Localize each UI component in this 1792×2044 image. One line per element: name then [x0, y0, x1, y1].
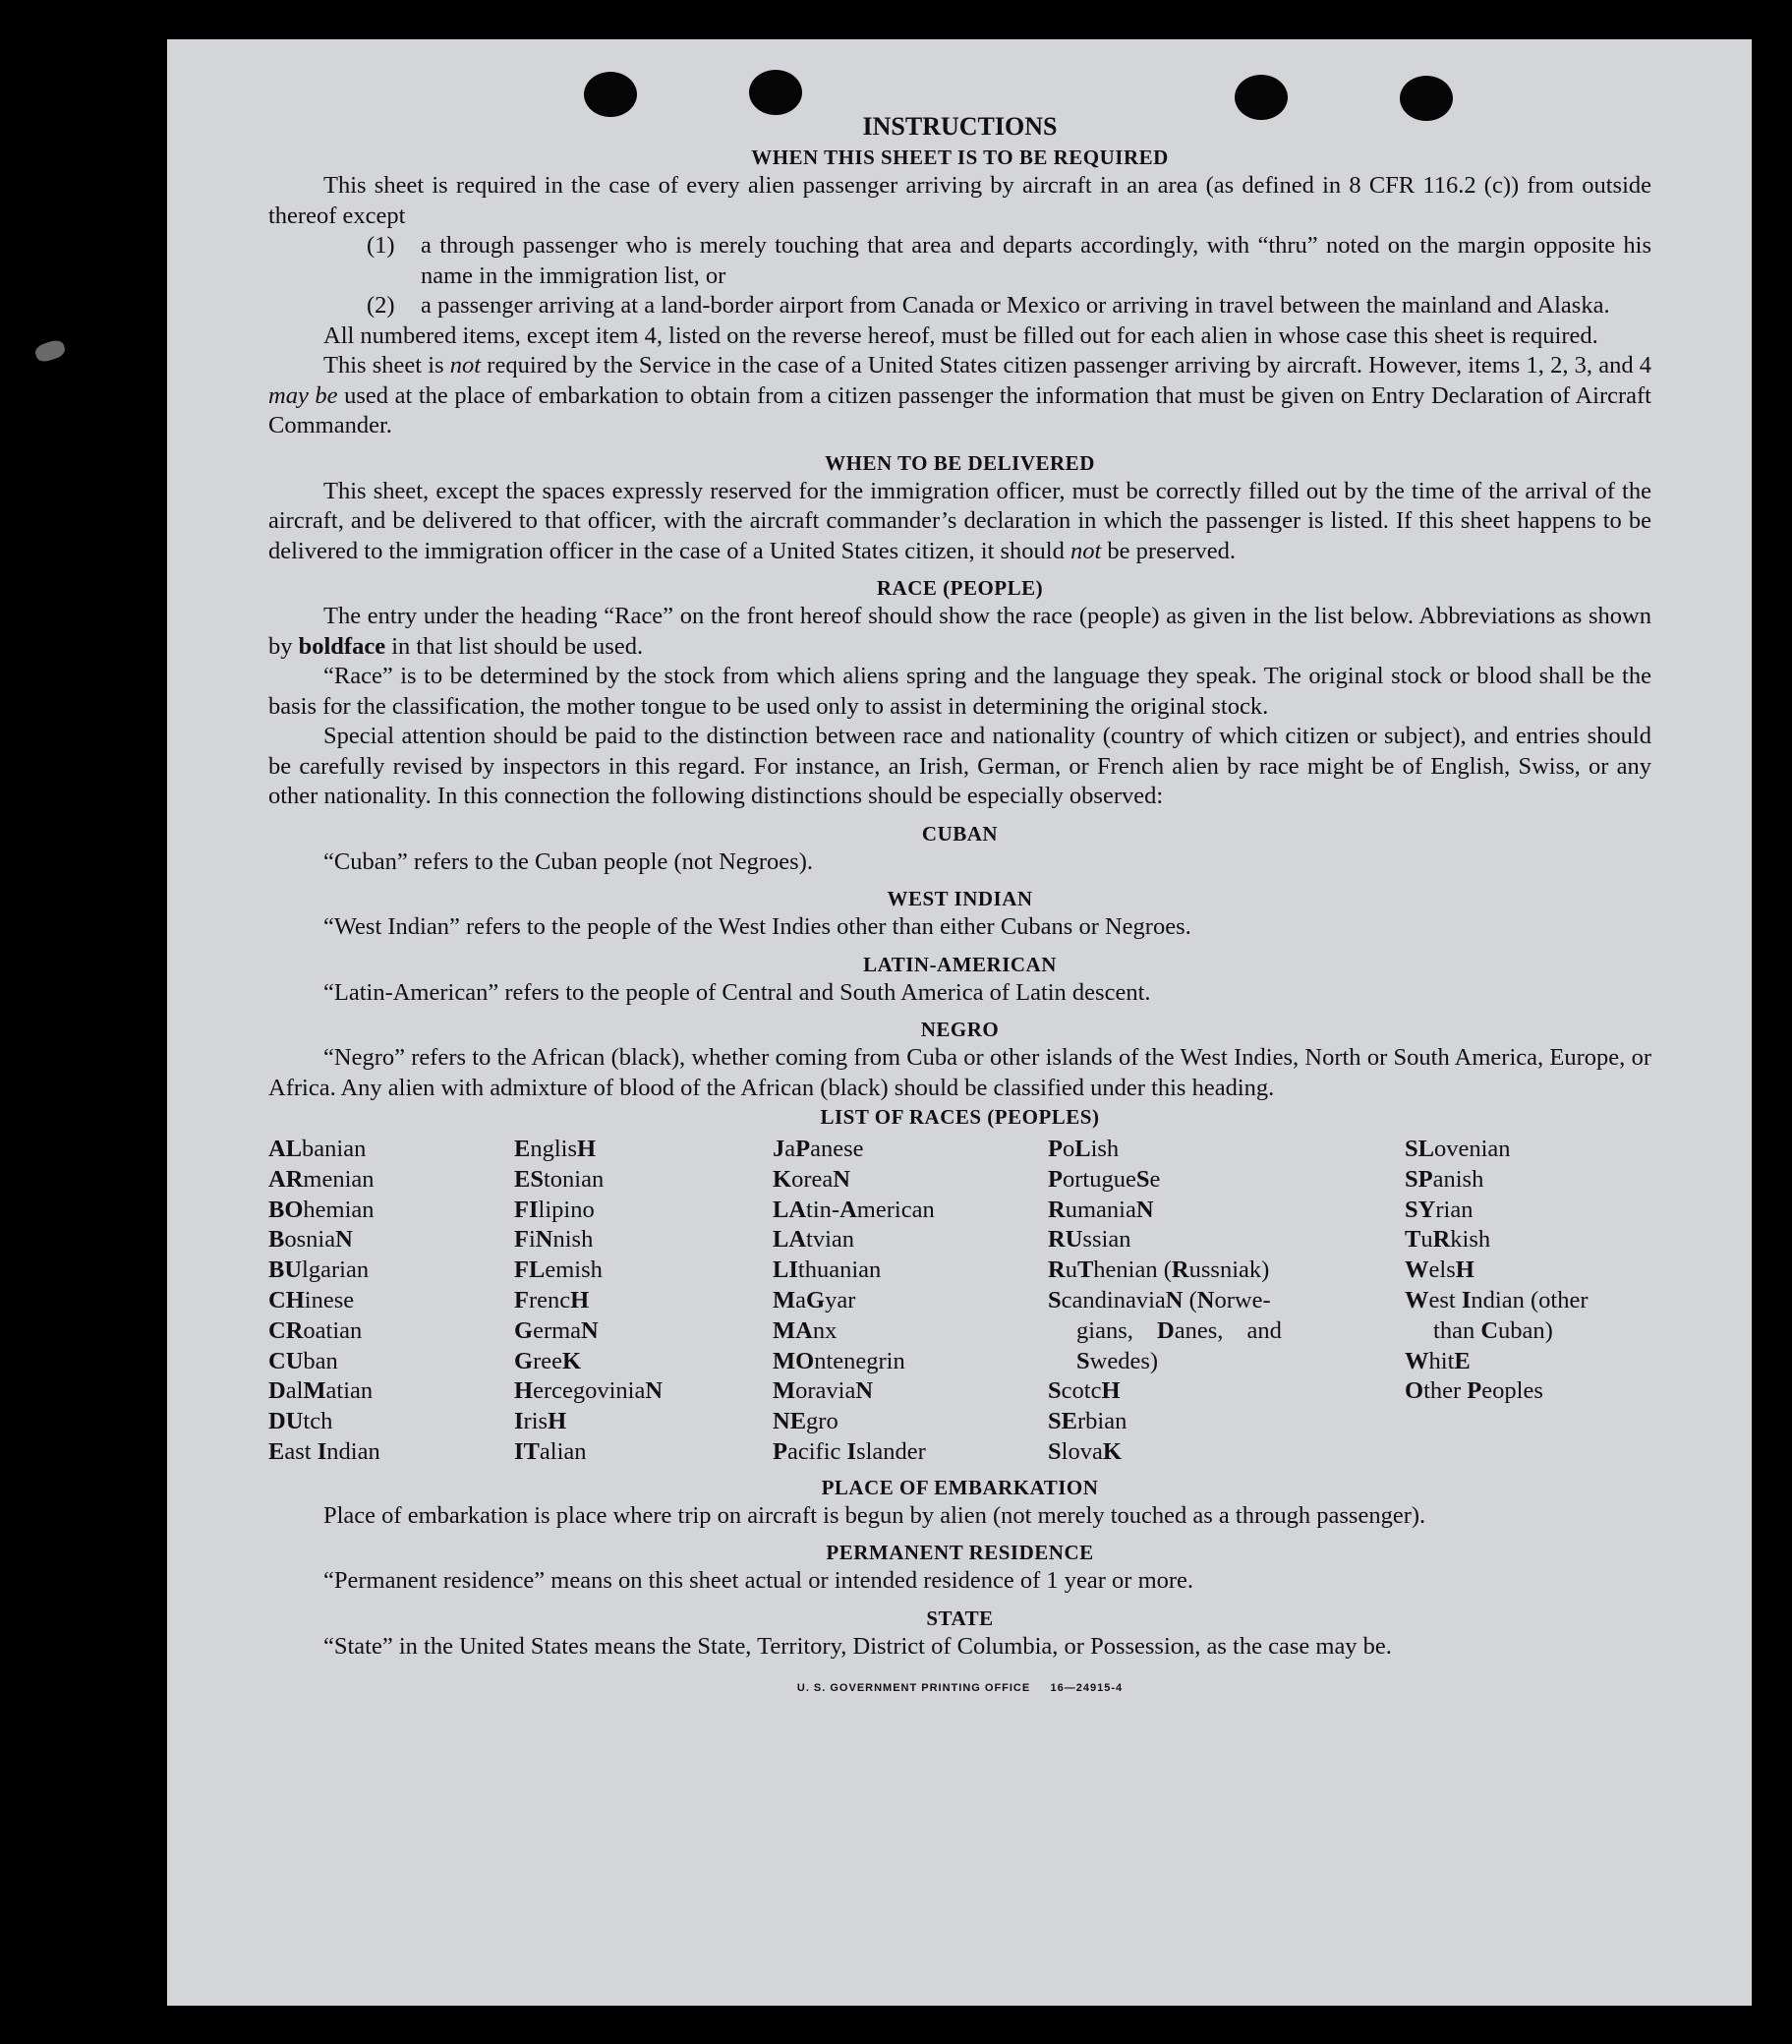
- race-item: MAnx: [773, 1316, 838, 1344]
- race-item: gians, Danes, and: [1076, 1316, 1282, 1344]
- paragraph: “Permanent residence” means on this sheet actual or intended residence of 1 year or more.: [323, 1567, 1194, 1595]
- paragraph: “Latin-American” refers to the people of Central and South America of Latin descent.: [323, 978, 1151, 1006]
- race-item: LIthuanian: [773, 1256, 882, 1284]
- race-item: SPanish: [1405, 1165, 1484, 1193]
- race-item: SErbian: [1048, 1408, 1127, 1435]
- stray-mark: [33, 338, 67, 364]
- race-item: EnglisH: [514, 1136, 597, 1162]
- section-heading: WEST INDIAN: [887, 887, 1033, 910]
- race-item: TuRkish: [1405, 1226, 1491, 1254]
- race-item: ScandinaviaN (Norwe-: [1048, 1286, 1271, 1314]
- race-item: CRoatian: [268, 1316, 363, 1344]
- paragraph: Place of embarkation is place where trip on aircraft is begun by alien (not merely touched as a through passenger).: [323, 1501, 1426, 1529]
- race-item: DalMatian: [268, 1377, 374, 1405]
- section-heading: WHEN THIS SHEET IS TO BE REQUIRED: [751, 146, 1169, 169]
- paragraph: The entry under the heading “Race” on the front hereof should show the race (people) as given in the list below. Abbreviations as shown by boldface in that list should be used.: [268, 603, 1651, 660]
- paragraph: All numbered items, except item 4, listed on the reverse hereof, must be filled out for each alien in whose case this sheet is required.: [323, 321, 1598, 349]
- section-heading: LATIN-AMERICAN: [863, 952, 1057, 976]
- race-item: Other Peoples: [1405, 1377, 1543, 1405]
- race-item: DUtch: [268, 1408, 333, 1435]
- race-item: IrisH: [514, 1408, 567, 1435]
- section-heading: NEGRO: [920, 1018, 1000, 1041]
- race-item: ScotcH: [1048, 1377, 1121, 1405]
- race-item: ALbanian: [268, 1136, 367, 1162]
- race-item: NEgro: [773, 1408, 838, 1435]
- race-item: BUlgarian: [268, 1256, 370, 1284]
- race-item: SLovenian: [1405, 1136, 1511, 1162]
- printer-imprint: U. S. GOVERNMENT PRINTING OFFICE 16—24915-4: [796, 1682, 1124, 1695]
- paragraph: “Negro” refers to the African (black), whether coming from Cuba or other islands of the West Indies, North or South America, Europe, or Africa. Any alien with admixture of blood of the African (black) should be classified under this heading.: [268, 1044, 1651, 1101]
- paragraph: Special attention should be paid to the distinction between race and nationality (country of which citizen or subject), and entries should be carefully revised by inspectors in this regard. For instance, an Irish, German, or French alien by race might be of English, Swiss, or any other nationality. In this connection the following distinctions should be especially observed:: [268, 723, 1651, 809]
- section-heading: LIST OF RACES (PEOPLES): [820, 1105, 1100, 1129]
- race-item: FLemish: [514, 1256, 603, 1284]
- race-item: ITalian: [514, 1437, 587, 1465]
- document-body: [268, 110, 1651, 1704]
- race-item: MaGyar: [773, 1286, 856, 1314]
- race-item: RuThenian (Russniak): [1048, 1256, 1270, 1284]
- race-item: LAtvian: [773, 1226, 855, 1254]
- paragraph: “State” in the United States means the State, Territory, District of Columbia, or Possession, as the case may be.: [323, 1632, 1392, 1660]
- race-item: than Cuban): [1433, 1316, 1553, 1344]
- race-item: WelsH: [1405, 1256, 1474, 1284]
- paragraph: “Race” is to be determined by the stock from which aliens spring and the language they speak. The original stock or blood shall be the basis for the classification, the mother tongue to be used only to assist in determining the original stock.: [268, 663, 1651, 720]
- paragraph: This sheet is not required by the Service in the case of a United States citizen passenger arriving by aircraft. However, items 1, 2, 3, and 4 may be used at the place of embarkation to obtain from a citizen passenger the information that must be given on Entry Declaration of Aircraft Commander.: [268, 352, 1652, 438]
- exception-list: [367, 231, 1651, 321]
- race-item: Pacific Islander: [773, 1437, 926, 1465]
- section-heading: STATE: [926, 1606, 994, 1630]
- race-item: FIlipino: [514, 1196, 595, 1223]
- race-item: CUban: [268, 1347, 338, 1374]
- race-item: Swedes): [1076, 1347, 1159, 1374]
- race-column: [1405, 1135, 1651, 1468]
- paragraph: This sheet, except the spaces expressly reserved for the immigration officer, must be correctly filled out by the time of the arrival of the aircraft, and be delivered to that officer, with the aircraft commander’s declaration in which the passenger is listed. If this sheet happens to be delivered to the immigration officer in the case of a United States citizen, it should not be preserved.: [268, 477, 1651, 564]
- race-item: West Indian (other: [1405, 1286, 1589, 1314]
- document-page: [167, 39, 1752, 2006]
- race-item: FiNnish: [514, 1226, 594, 1254]
- section-heading: PERMANENT RESIDENCE: [826, 1541, 1094, 1565]
- race-item: LAtin-American: [773, 1196, 935, 1223]
- race-item: FrencH: [514, 1286, 590, 1314]
- page-title: INSTRUCTIONS: [862, 112, 1058, 141]
- section-heading: CUBAN: [921, 821, 999, 846]
- list-item: (2) a passenger arriving at a land-border airport from Canada or Mexico or arriving in travel between the mainland and Alaska.: [367, 292, 1610, 319]
- list-item: (1) a through passenger who is merely touching that area and departs accordingly, with “thru” noted on the margin opposite his name in the immigration list, or: [367, 232, 1651, 289]
- race-item: BosniaN: [268, 1226, 353, 1254]
- race-item: HercegoviniaN: [514, 1377, 664, 1405]
- race-item: SYrian: [1405, 1196, 1474, 1223]
- race-item: GreeK: [514, 1347, 582, 1374]
- race-item: PortugueSe: [1048, 1165, 1161, 1193]
- race-item: RUssian: [1048, 1226, 1131, 1254]
- race-item: East Indian: [268, 1437, 380, 1465]
- section-heading: WHEN TO BE DELIVERED: [825, 450, 1095, 475]
- race-item: BOhemian: [268, 1196, 375, 1223]
- race-list: [268, 1135, 1651, 1468]
- race-column: [773, 1135, 1048, 1468]
- race-item: MoraviaN: [773, 1377, 874, 1405]
- paragraph: “West Indian” refers to the people of the West Indies other than either Cubans or Negroes.: [323, 913, 1191, 940]
- race-item: KoreaN: [773, 1165, 850, 1193]
- race-column: [1048, 1135, 1328, 1468]
- race-item: MOntenegrin: [773, 1347, 905, 1374]
- race-item: WhitE: [1405, 1347, 1471, 1374]
- race-item: JaPanese: [773, 1136, 864, 1162]
- race-item: SlovaK: [1048, 1437, 1122, 1465]
- race-item: EStonian: [514, 1165, 605, 1193]
- race-item: CHinese: [268, 1286, 355, 1314]
- race-item: GermaN: [514, 1316, 599, 1344]
- punch-hole: [749, 70, 802, 115]
- race-column: [514, 1135, 773, 1468]
- section-heading: RACE (PEOPLE): [876, 576, 1044, 600]
- section-heading: PLACE OF EMBARKATION: [821, 1475, 1099, 1499]
- race-item: ARmenian: [268, 1165, 375, 1193]
- race-column: [268, 1135, 514, 1468]
- race-item: RumaniaN: [1048, 1196, 1154, 1223]
- race-item: PoLish: [1048, 1136, 1120, 1162]
- paragraph: “Cuban” refers to the Cuban people (not Negroes).: [323, 847, 813, 875]
- paragraph: This sheet is required in the case of every alien passenger arriving by aircraft in an area (as defined in 8 CFR 116.2 (c)) from outside thereof except: [268, 172, 1651, 229]
